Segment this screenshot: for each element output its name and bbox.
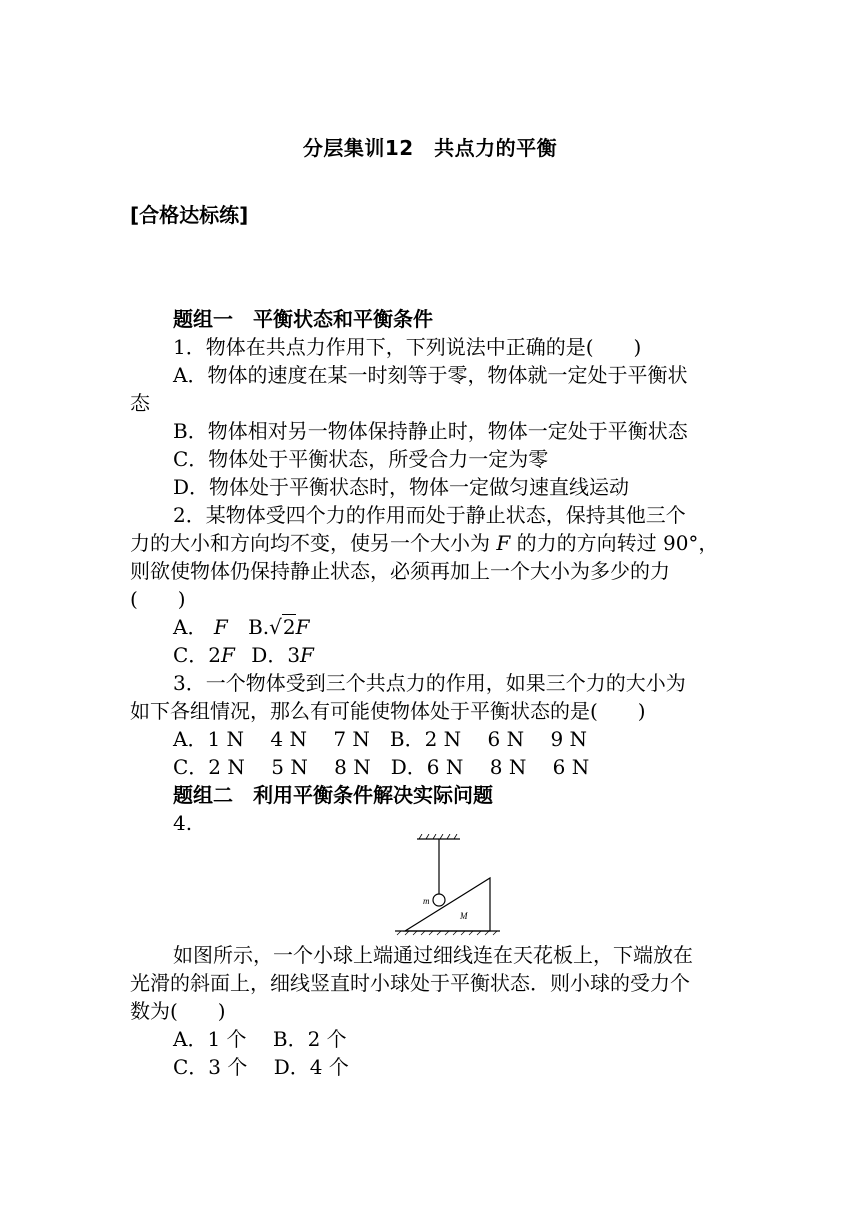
q3-stem-line1: 3．一个物体受到三个共点力的作用，如果三个力的大小为: [173, 671, 686, 695]
ceiling-icon: [417, 834, 460, 839]
q1-option-c: C．物体处于平衡状态，所受合力一定为零: [173, 447, 549, 471]
q2-options-ab: [173, 613, 733, 641]
incline-icon: [405, 878, 490, 931]
page-title: 分层集训12 共点力的平衡: [302, 136, 558, 160]
q1-option-d: D．物体处于平衡状态时，物体一定做匀速直线运动: [173, 475, 630, 499]
q2-force-symbol: F: [496, 531, 511, 555]
q1-option-a-cont: 态: [130, 391, 150, 415]
ball-icon: [433, 894, 445, 906]
q2-option-a-value: F: [213, 615, 228, 639]
q3-options-ab: A．1 N 4 N 7 N B．2 N 6 N 9 N: [173, 727, 588, 751]
q1-option-b: B．物体相对另一物体保持静止时，物体一定处于平衡状态: [173, 419, 688, 443]
group-heading-1: 题组一 平衡状态和平衡条件: [173, 307, 433, 331]
q2-option-d-value: F: [300, 643, 314, 667]
q2-stem-line1: 2．某物体受四个力的作用而处于静止状态，保持其他三个: [173, 503, 686, 527]
q3-options-cd: C．2 N 5 N 8 N D．6 N 8 N 6 N: [173, 755, 590, 779]
q2-option-c-value: F: [221, 643, 235, 667]
incline-ball-figure: [385, 834, 505, 936]
section-heading: [合格达标练]: [130, 203, 249, 227]
q2-option-b-label: B.: [248, 615, 270, 639]
q4-stem-line3: 数为( ): [130, 999, 226, 1023]
q2-stem-line3: 则欲使物体仍保持静止状态，必须再加上一个大小为多少的力: [130, 559, 670, 583]
q4-stem-line2: 光滑的斜面上，细线竖直时小球处于平衡状态．则小球的受力个: [130, 971, 690, 995]
ground-icon: [395, 931, 500, 935]
q1-stem: 1．物体在共点力作用下，下列说法中正确的是( ): [173, 335, 642, 359]
q2-option-a-label: A．: [173, 615, 208, 639]
q2-option-c-label: C．2: [173, 643, 222, 667]
q4-options-ab: A．1 个 B．2 个: [173, 1027, 347, 1051]
q4-stem-line1: 如图所示，一个小球上端通过细线连在天花板上，下端放在: [173, 943, 693, 967]
q2-stem-line2: [130, 529, 730, 557]
q2-stem-line4: ( ): [130, 587, 186, 611]
q4-options-cd: C．3 个 D．4 个: [173, 1055, 349, 1079]
q1-option-a: A．物体的速度在某一时刻等于零，物体就一定处于平衡状: [173, 363, 688, 387]
sqrt-radicand: 2: [282, 615, 296, 639]
mass-m-label: m: [423, 896, 430, 906]
q2-option-b-value: F: [295, 615, 310, 639]
q2-text: 力的大小和方向均不变，使另一个大小为: [130, 531, 490, 555]
q2-text: 的力的方向转过 90°，: [516, 531, 719, 555]
group-heading-2: 题组二 利用平衡条件解决实际问题: [173, 783, 493, 807]
sqrt-symbol: √2: [269, 615, 296, 639]
q3-stem-line2: 如下各组情况，那么有可能使物体处于平衡状态的是( ): [130, 699, 646, 723]
q4-number: 4.: [173, 811, 193, 835]
q2-option-d-label: D．3: [251, 643, 301, 667]
mass-M-label: M: [460, 911, 468, 921]
q2-options-cd: [173, 641, 733, 669]
